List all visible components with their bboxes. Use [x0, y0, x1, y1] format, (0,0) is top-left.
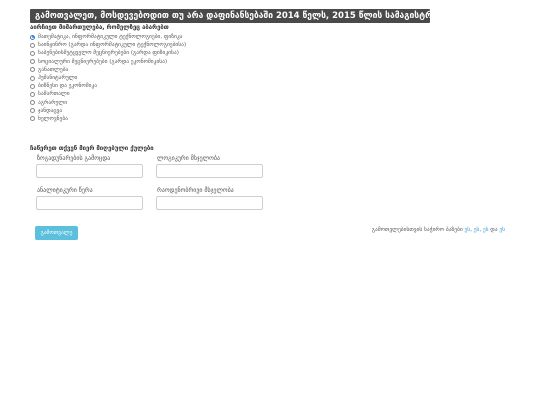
radio-button[interactable] — [30, 67, 35, 72]
quantitative-score-label: რაოდენობრივი მსჯელობა — [157, 187, 234, 194]
databases-note: გამოთვლებისთვის საჭირო ბაზები ეს, ეს, ეს და ეს — [371, 227, 505, 233]
radio-option-label: ჯანდაცვა — [38, 107, 63, 114]
radio-button[interactable] — [30, 51, 35, 56]
page-title: გამოთვალეთ, მოსდევებოდით თუ არა დაფინანსებაში 2014 წელს, 2015 წლის სამაგისტრო გამოცდის ქულებით — [30, 9, 430, 23]
radio-option-engineering[interactable] — [30, 41, 186, 49]
database-link-2[interactable]: ეს — [473, 227, 480, 233]
databases-note-and: და — [490, 227, 498, 233]
analytical-score-input[interactable] — [36, 196, 143, 210]
radio-option-label: მათემატიკა, ინფორმატიკული ტექნოლოგიები, ფიზიკა — [38, 34, 183, 41]
radio-option-label: სამართალი — [38, 91, 70, 98]
radio-button[interactable] — [30, 84, 35, 89]
calculate-button[interactable]: გამოთვალე — [35, 226, 78, 240]
quantitative-score-input[interactable] — [156, 196, 263, 210]
radio-option-law[interactable] — [30, 90, 186, 98]
radio-option-healthcare[interactable] — [30, 107, 186, 115]
radio-button[interactable] — [30, 76, 35, 81]
general-score-label: ზოგადუნარების გამოცდა — [37, 155, 111, 162]
radio-option-math[interactable] — [30, 33, 186, 41]
radio-button[interactable] — [30, 59, 35, 64]
database-link-1[interactable]: ეს — [464, 227, 471, 233]
direction-question-label: აირჩიეთ მიმართულება, რომელზეც აბარებთ — [30, 24, 169, 31]
radio-option-label: ჰუმანიტარული — [38, 75, 78, 82]
radio-option-label: ბიზნესი და ეკონომიკა — [38, 83, 98, 90]
radio-button[interactable] — [30, 35, 35, 40]
radio-option-label: განათლება — [38, 66, 69, 73]
radio-button[interactable] — [30, 43, 35, 48]
radio-option-label: ხელოვნება — [38, 115, 68, 122]
radio-option-label: სოციალური მეცნიერებები (გარდა ეკონომიკისა) — [38, 58, 168, 65]
radio-option-natural-sciences[interactable] — [30, 49, 186, 57]
radio-option-humanities[interactable] — [30, 74, 186, 82]
radio-option-social-sciences[interactable] — [30, 58, 186, 66]
radio-option-education[interactable] — [30, 66, 186, 74]
databases-note-text: გამოთვლებისთვის საჭირო ბაზები — [371, 227, 463, 233]
radio-option-arts[interactable] — [30, 115, 186, 123]
logical-score-input[interactable] — [156, 164, 263, 178]
database-link-3[interactable]: ეს — [482, 227, 489, 233]
radio-option-business[interactable] — [30, 82, 186, 90]
database-link-4[interactable]: ეს — [499, 227, 505, 233]
scores-section-label: ჩაწერეთ თქვენ მიერ მიღებული ქულები — [30, 145, 154, 152]
radio-button[interactable] — [30, 100, 35, 105]
radio-option-label: აგრარული — [38, 99, 68, 106]
direction-radio-group — [30, 33, 186, 123]
general-score-input[interactable] — [36, 164, 143, 178]
radio-option-label: საბუნებისმეტყველო მეცნიერებები (გარდა ფიზიკისა) — [38, 50, 179, 57]
radio-button[interactable] — [30, 116, 35, 121]
logical-score-label: ლოგიკური მსჯელობა — [157, 155, 220, 162]
analytical-score-label: ანალიტიკური წერა — [37, 187, 93, 194]
radio-option-agrarian[interactable] — [30, 99, 186, 107]
radio-option-label: საინჟინრო (გარდა ინფორმატიკული ტექნოლოგიებისა) — [38, 42, 187, 49]
radio-button[interactable] — [30, 92, 35, 97]
radio-button[interactable] — [30, 108, 35, 113]
